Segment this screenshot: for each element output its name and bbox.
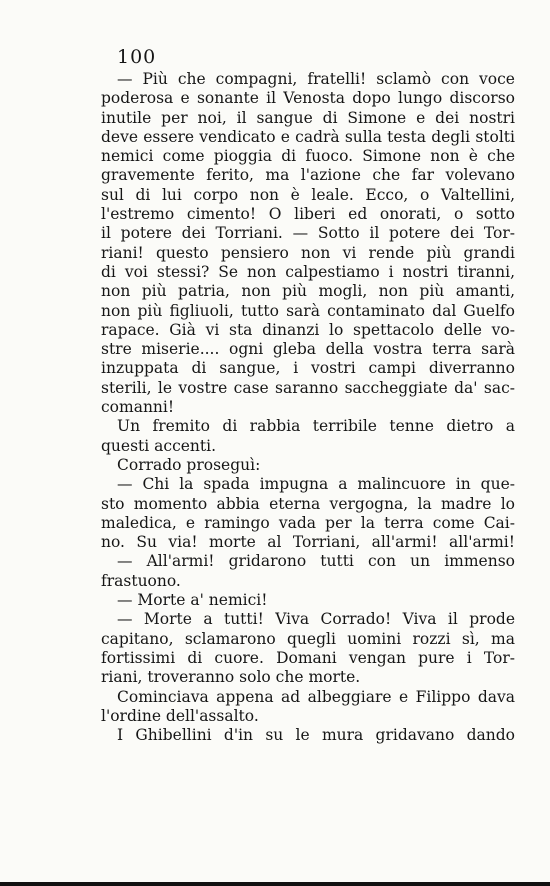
text-line: — Morte a tutti! Viva Corrado! Viva il prode bbox=[117, 610, 515, 629]
text-line: Corrado proseguì: bbox=[117, 455, 261, 474]
text-line: riani! questo pensiero non vi rende più grandi bbox=[101, 243, 515, 262]
text-line: non più figliuoli, tutto sarà contaminato dal Guelfo bbox=[101, 301, 515, 320]
text-line: I Ghibellini d'in su le mura gridavano dando bbox=[117, 726, 515, 745]
text-line: inzuppata di sangue, i vostri campi diverranno bbox=[101, 359, 515, 378]
text-line: gravemente ferito, ma l'azione che far volevano bbox=[101, 166, 515, 185]
text-line: nemici come pioggia di fuoco. Simone non è che bbox=[101, 147, 515, 166]
text-line: non più patria, non più mogli, non più amanti, bbox=[101, 282, 515, 301]
text-line: rapace. Già vi sta dinanzi lo spettacolo delle vo- bbox=[101, 320, 515, 339]
text-line: comanni! bbox=[101, 398, 175, 417]
text-line: — All'armi! gridarono tutti con un immenso bbox=[117, 552, 515, 571]
text-line: sul di lui corpo non è leale. Ecco, o Valtellini, bbox=[101, 185, 515, 204]
text-line: il potere dei Torriani. — Sotto il potere dei Tor- bbox=[101, 224, 515, 243]
text-line: poderosa e sonante il Venosta dopo lungo discorso bbox=[101, 89, 515, 108]
text-line: maledica, e ramingo vada per la terra come Cai- bbox=[101, 513, 515, 532]
page-edge bbox=[0, 882, 550, 886]
body-text bbox=[101, 70, 515, 745]
text-line: — Morte a' nemici! bbox=[117, 591, 268, 610]
text-line: no. Su via! morte al Torriani, all'armi! all'armi! bbox=[101, 533, 515, 552]
page-number: 100 bbox=[117, 46, 157, 68]
text-line: questi accenti. bbox=[101, 436, 217, 455]
text-line: capitano, sclamarono quegli uomini rozzi sì, ma bbox=[101, 629, 515, 648]
text-line: riani, troveranno solo che morte. bbox=[101, 668, 361, 687]
text-line: l'ordine dell'assalto. bbox=[101, 706, 259, 725]
text-line: di voi stessi? Se non calpestiamo i nostri tiranni, bbox=[101, 262, 515, 281]
text-line: inutile per noi, il sangue di Simone e dei nostri bbox=[101, 108, 515, 127]
text-line: fortissimi di cuore. Domani vengan pure i Tor- bbox=[101, 648, 515, 667]
text-line: Cominciava appena ad albeggiare e Filippo dava bbox=[117, 687, 515, 706]
text-line: Un fremito di rabbia terribile tenne dietro a bbox=[117, 417, 515, 436]
text-line: sto momento abbia eterna vergogna, la madre lo bbox=[101, 494, 515, 513]
text-line: stre miserie.... ogni gleba della vostra terra sarà bbox=[101, 340, 515, 359]
text-line: — Chi la spada impugna a malincuore in que- bbox=[117, 475, 515, 494]
text-line: l'estremo cimento! O liberi ed onorati, o sotto bbox=[101, 205, 515, 224]
text-line: frastuono. bbox=[101, 571, 181, 590]
text-line: sterili, le vostre case saranno saccheggiate da' sac- bbox=[101, 378, 515, 397]
text-line: — Più che compagni, fratelli! sclamò con voce bbox=[117, 70, 515, 88]
text-line: deve essere vendicato e cadrà sulla testa degli stolti bbox=[101, 127, 515, 146]
